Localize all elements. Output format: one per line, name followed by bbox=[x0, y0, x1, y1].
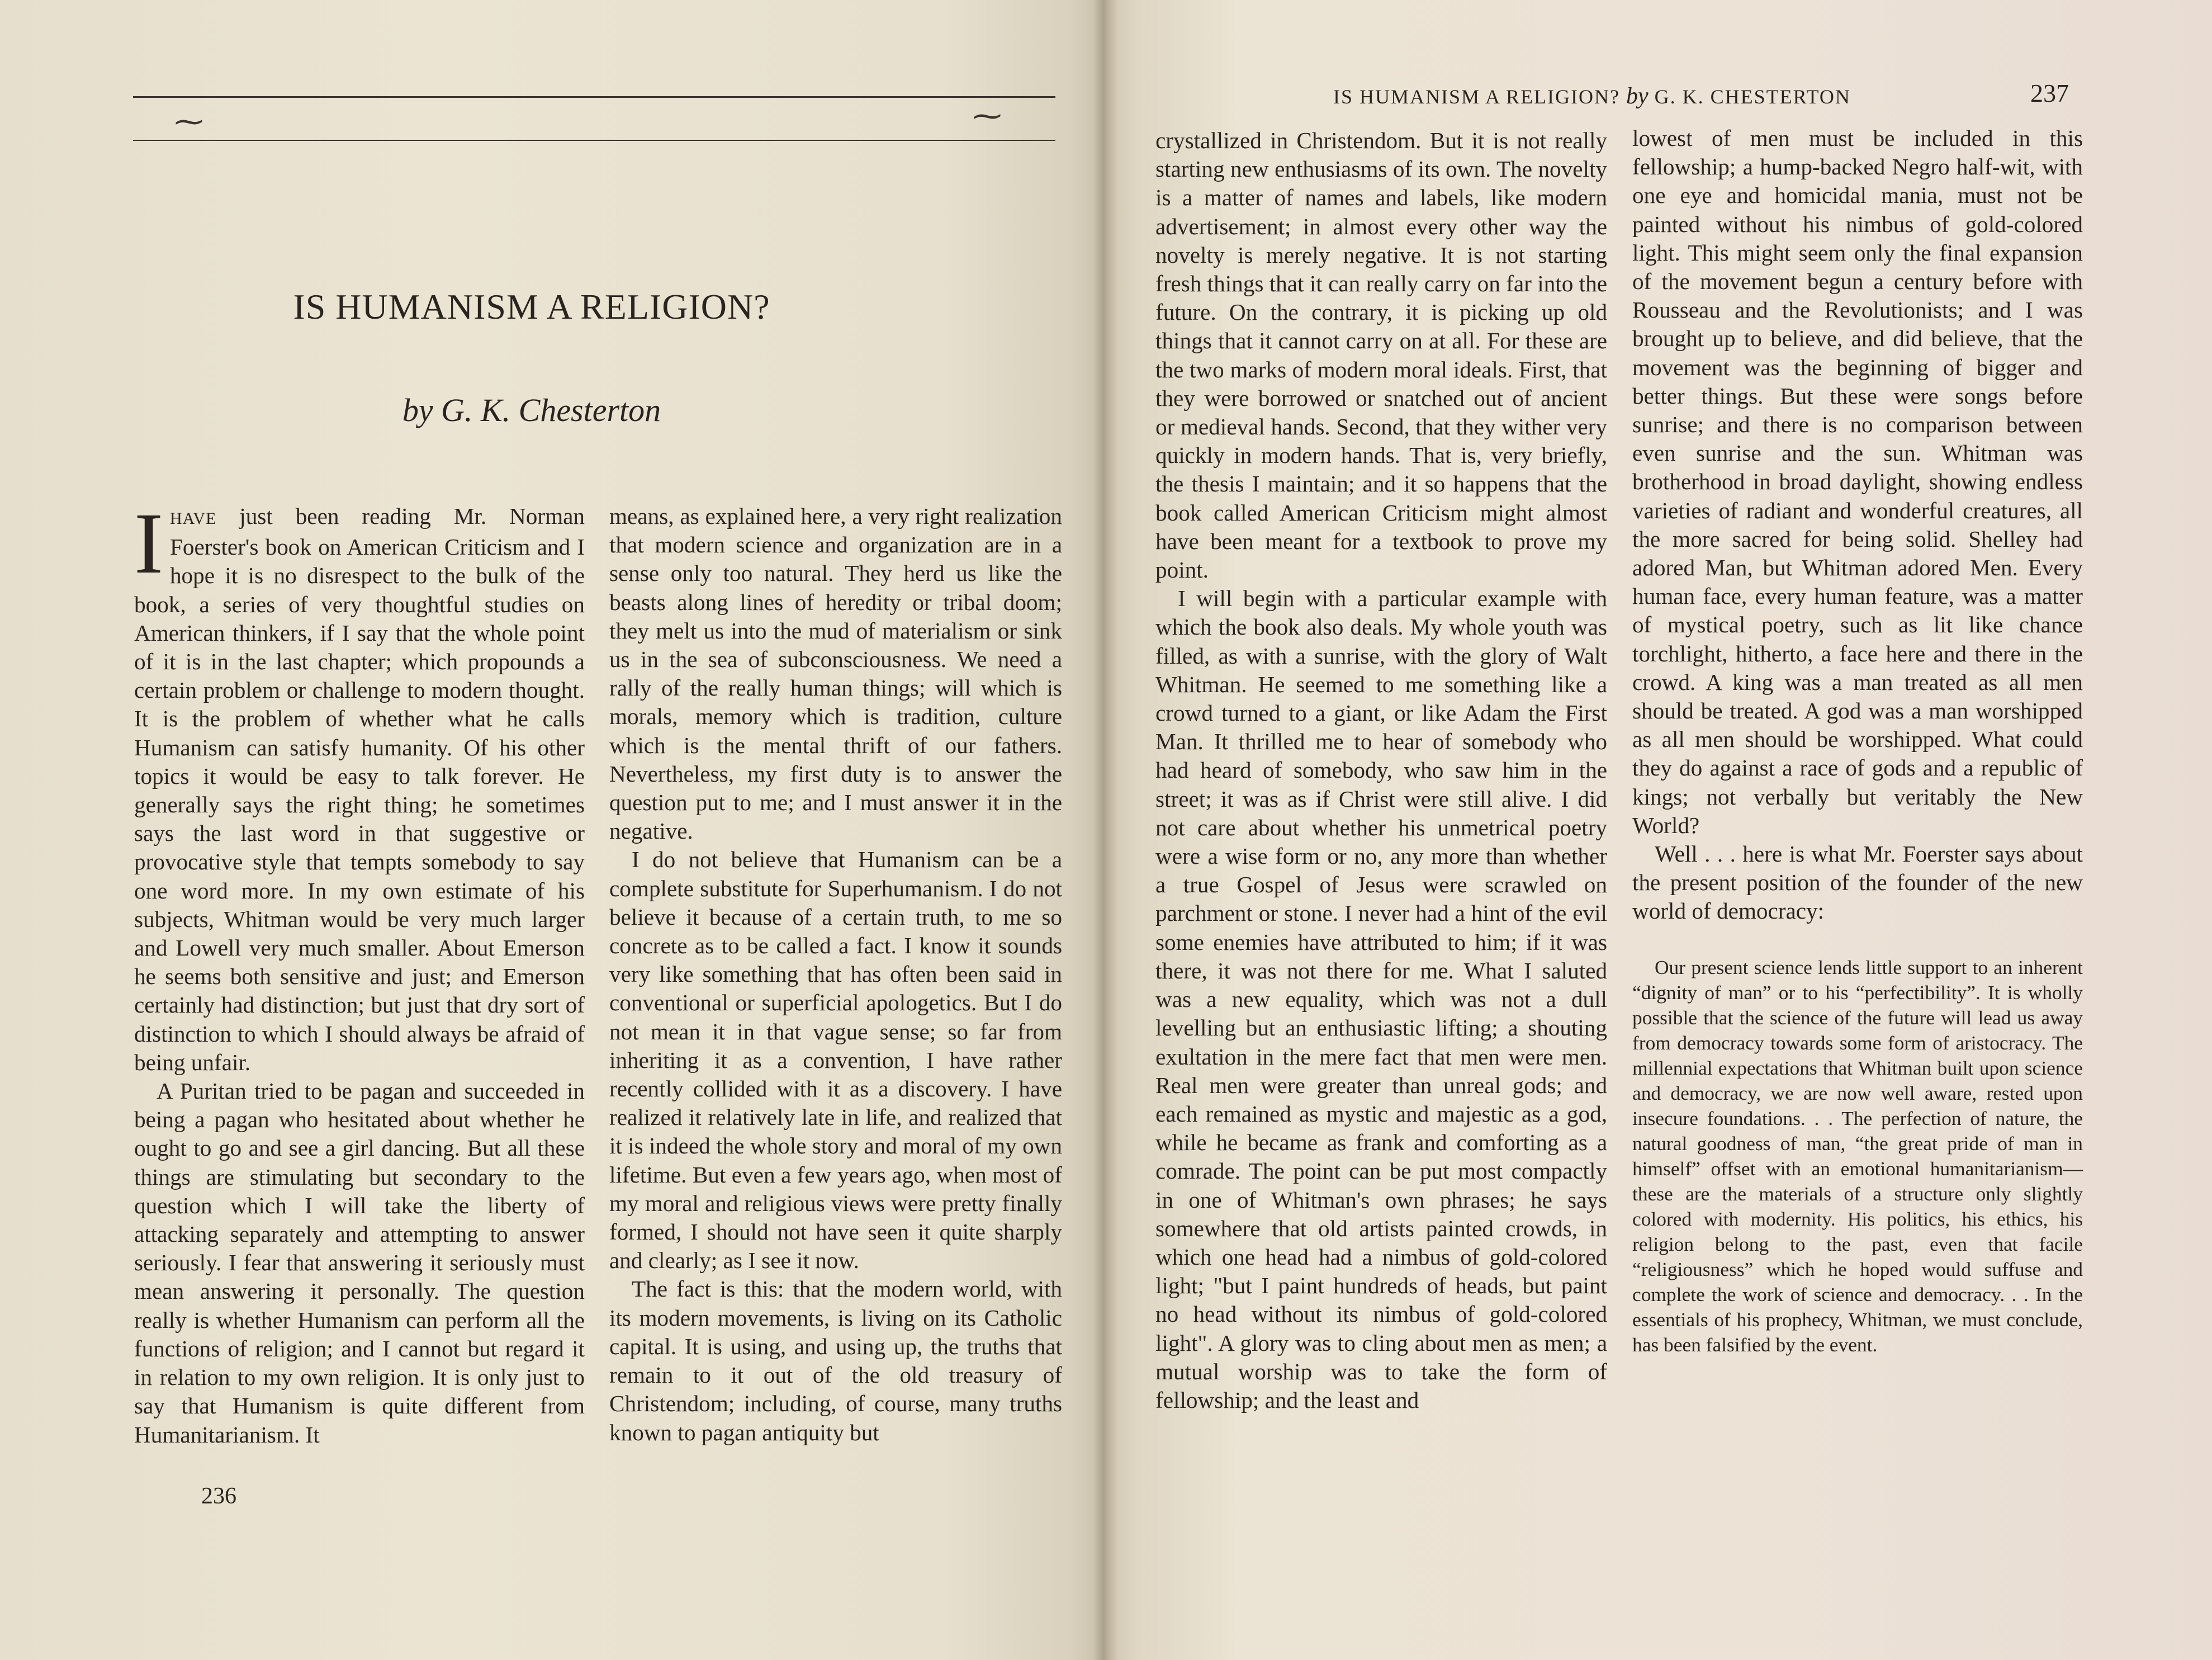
small-caps-lead: HAVE bbox=[169, 509, 217, 528]
paragraph: lowest of men must be included in this fellowship; a hump-backed Negro half-wit, with one eye and homicidal mania, must not be painted without his nimbus of gold-colored light. This might seem only the final expansion of the movement begun a century before with Rousseau and the Revolutionists; and I was brought up to believe, and did believe, that the movement was the beginning of bigger and better things. But these were songs before sunrise; and there is no comparison between even sunrise and the sun. Whitman was brotherhood in broad daylight, showing endless varieties of radiant and wonderful creatures, all the more sacred for being solid. Shelley had adored Man, but Whitman adored Men. Every human face, every human feature, was a matter of mystical poetry, such as lit like chance torchlight, hitherto, a face here and there in the crowd. A king was a man treated as all men should be treated. A god was a man worshipped as all men should be worshipped. What could they do against a race of gods and a republic of kings; not verbally but veritably the New World? bbox=[1632, 125, 2083, 838]
running-head-author: G. K. CHESTERTON bbox=[1654, 86, 1851, 108]
book-gutter bbox=[1093, 0, 1118, 1660]
text-column-2 bbox=[609, 502, 1062, 1447]
paragraph: I will begin with a particular example with which the book also deals. My whole youth was filled, as with a sunrise, with the glory of Walt Whitman. He seemed to me something like a crowd turned to a giant, or like Adam the First Man. It thrilled me to hear of somebody who had heard of somebody, who saw him in the street; it was as if Christ were still alive. I did not care about whether his unmetrical poetry were a wise form or no, any more than whether a true Gospel of Jesus were scrawled on parchment or stone. I never had a hint of the evil some enemies have attributed to him; if it was there, it was not there for me. What I saluted was a new equality, which was not a dull levelling but an enthusiastic lifting; a shouting exultation in the mere fact that men were men. Real men were greater than unreal gods; and each remained as mystic and majestic as a god, while he became as frank and comforting as a comrade. The point can be put most compactly in one of Whitman's own phrases; he says somewhere that old artists painted crowds, in which one head had a nimbus of gold-colored light; "but I paint hundreds of heads, but paint no head without its nimbus of gold-colored light". A glory was to cling about men as men; a mutual worship was to take the form of fellowship; and the least and bbox=[1155, 585, 1607, 1413]
paragraph: A Puritan tried to be pagan and succeeded in being a pagan who hesitated about whether he ought to go and see a girl dancing. But all these things are stimulating but secondary to the question which I will take the liberty of attacking separately and attempting to answer seriously. I fear that answering it seriously must mean answering it personally. The question really is whether Humanism can perform all the functions of religion; and I cannot but regard it in relation to my own religion. It is only just to say that Humanism is quite different from Humanitarianism. It bbox=[134, 1078, 585, 1448]
running-head-title: IS HUMANISM A RELIGION? bbox=[1333, 86, 1620, 108]
text-column-3 bbox=[1155, 126, 1607, 1415]
paragraph: Well . . . here is what Mr. Foerster says about the present position of the founder of the new world of democracy: bbox=[1632, 841, 2083, 924]
page-number-right: 237 bbox=[2030, 79, 2069, 107]
text-column-4 bbox=[1632, 124, 2083, 1358]
opening-paragraph bbox=[134, 495, 585, 1077]
drop-cap: I bbox=[134, 495, 163, 592]
top-rule-upper bbox=[133, 96, 1055, 98]
paragraph-text: just been reading Mr. Norman Foerster's book on American Criticism and I hope it is no disrespect to the bulk of the book, a series of very thoughtful studies on American thinkers, if I say that the whole point of it is in the last chapter; which propounds a certain problem or challenge to modern thought. It is the problem of whether what he calls Humanism can satisfy humanity. Of his other topics it would be easy to talk forever. He generally says the right thing; he sometimes says the last word in that suggestive or provocative style that tempts somebody to say one word more. In my own estimate of his subjects, Whitman would be very much larger and Lowell very much smaller. About Emerson he seems both sensitive and just; and Emerson certainly had distinction; but just that dry sort of distinction to which I should always be afraid of being unfair. bbox=[134, 503, 585, 1075]
running-head bbox=[1333, 83, 1851, 110]
right-ornament: ⁓ bbox=[973, 100, 1002, 133]
article-byline: by G. K. Chesterton bbox=[402, 392, 661, 428]
paragraph: crystallized in Christendom. But it is not really starting new enthusiasms of its own. The novelty is a matter of names and labels, like modern advertisement; in almost every other way the novelty is merely negative. It is not starting fresh things that it can really carry on far into the future. On the contrary, it is picking up old things that it cannot carry on at all. For these are the two marks of modern moral ideals. First, that they were borrowed or snatched out of ancient or medieval hands. Second, that they wither very quickly in modern hands. That is, very briefly, the thesis I maintain; and it so happens that the book called American Criticism might almost have been meant for a textbook to prove my point. bbox=[1155, 127, 1607, 583]
block-quote bbox=[1632, 955, 2083, 1358]
running-head-by: by bbox=[1626, 83, 1649, 109]
left-ornament: ⁓ bbox=[174, 105, 203, 139]
top-rule-lower bbox=[133, 140, 1055, 141]
right-page bbox=[1104, 0, 2212, 1660]
paragraph: means, as explained here, a very right realization that modern science and organization are in a sense only too natural. They herd us like the beasts along lines of heredity or tribal doom; they melt us into the mud of materialism or sink us in the sea of subconsciousness. We need a rally of the really human things; will which is morals, memory which is tradition, culture which is the mental thrift of our fathers. Nevertheless, my first duty is to answer the question put to me; and I must answer it in the negative. bbox=[609, 503, 1062, 844]
paragraph: I do not believe that Humanism can be a complete substitute for Superhumanism. I do not believe it because of a certain truth, to me so concrete as to be called a fact. I know it sounds very like something that has often been said in conventional or superficial apologetics. But I do not mean it in that vague sense; so far from inheriting it as a convention, I have rather recently collided with it as a discovery. I have realized it relatively late in life, and realized that it is indeed the whole story and moral of my own lifetime. But even a few years ago, when most of my moral and religious views were pretty finally formed, I should not have seen it quite sharply and clearly; as I see it now. bbox=[609, 846, 1062, 1274]
page-number-left: 236 bbox=[201, 1483, 236, 1509]
paragraph: The fact is this: that the modern world, with its modern movements, is living on its Catholic capital. It is using, and using up, the truths that remain to it out of the old treasury of Christendom; including, of course, many truths known to pagan antiquity but bbox=[609, 1276, 1062, 1445]
article-title: IS HUMANISM A RELIGION? bbox=[293, 287, 770, 327]
left-page bbox=[0, 0, 1104, 1660]
quote-text: Our present science lends little support to an inherent “dignity of man” or to his “perfectibility”. It is wholly possible that the science of the future will lead us away from democracy towards some form of aristocracy. The millennial expectations that Whitman built upon science and democracy, we are now well aware, rested upon insecure foundations. . . The perfection of nature, the natural goodness of man, “the great pride of man in himself” offset with an emotional humanitarianism—these are the materials of a structure only slightly colored with modernity. His politics, his ethics, his religion belong to the past, even that facile “religiousness” which he hoped would suffuse and complete the work of science and democracy. . . In the essentials of his prophecy, Whitman, we must conclude, has been falsified by the event. bbox=[1632, 956, 2083, 1356]
text-column-1 bbox=[134, 495, 585, 1449]
